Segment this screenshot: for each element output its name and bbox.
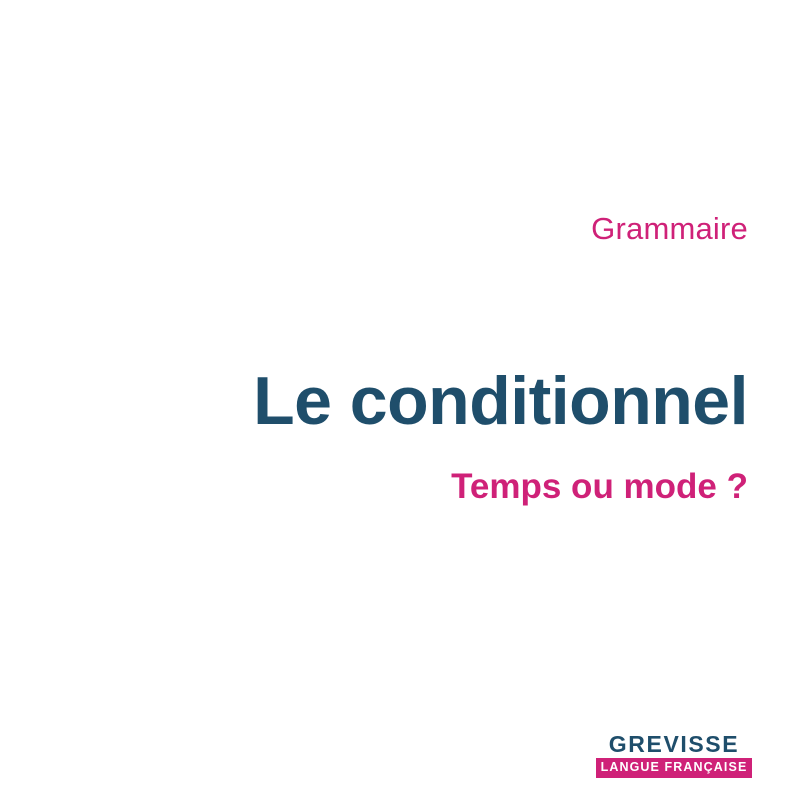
page-subtitle: Temps ou mode ? [451,467,748,506]
grevisse-logo [596,732,752,778]
page-title: Le conditionnel [253,363,748,439]
logo-tagline: LANGUE FRANÇAISE [596,758,752,778]
category-label: Grammaire [591,211,748,246]
logo-wordmark: GREVISSE [608,731,740,758]
